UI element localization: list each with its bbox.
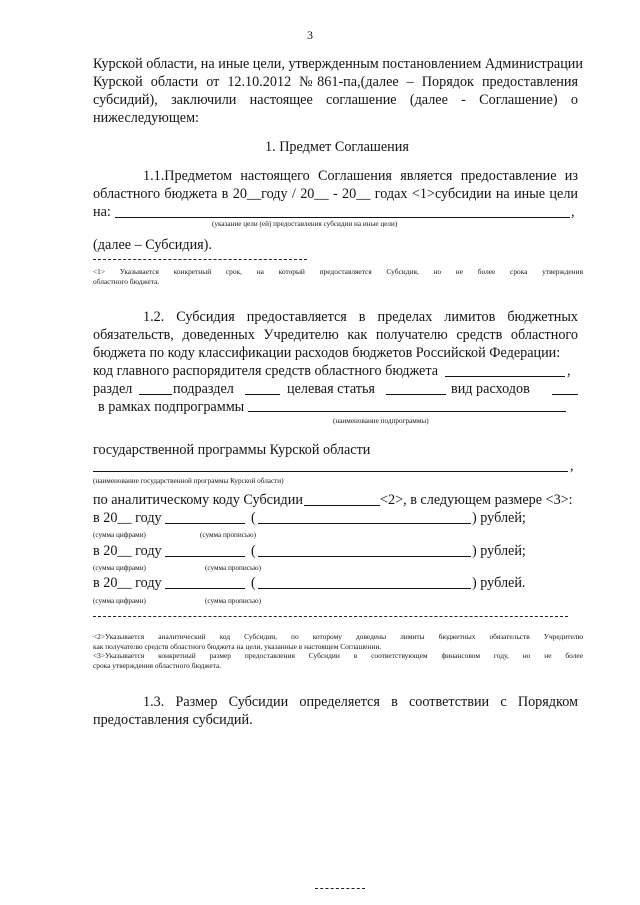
p11-line-2: областного бюджета в 20__году / 20__ - 20__ годах <1>субсидии на иные цели (93, 186, 578, 202)
intro-line-4: нижеследующем: (93, 110, 199, 126)
vid-blank[interactable] (552, 394, 578, 395)
amount-row-2-words-blank[interactable] (258, 556, 471, 557)
podprog-blank[interactable] (248, 411, 566, 412)
analytic-prefix: по аналитическому коду Субсидии (93, 492, 303, 508)
amount-row-1-num-blank[interactable] (165, 523, 245, 524)
p13-line-1: 1.3. Размер Субсидии определяется в соответствии с Порядком (143, 694, 578, 710)
ramki-label: в рамках подпрограммы (98, 399, 245, 415)
intro-line-3: субсидий), заключили настоящее соглашение (далее - Соглашение) о (93, 92, 578, 108)
footnote-1-line-2: областного бюджета. (93, 276, 160, 286)
amount-row-3-cap-words: (сумма прописью) (205, 597, 261, 605)
amount-row-2-cap-words: (сумма прописью) (205, 564, 261, 572)
analytic-blank[interactable] (304, 505, 380, 506)
footnote-3-line-1: <3>Указывается конкретный размер предоставления Субсидии в соответствующем финансовом году, но не более (93, 651, 583, 660)
amount-row-1-words-blank[interactable] (258, 523, 471, 524)
amount-row-3-year: в 20__ году (93, 575, 162, 591)
footnote-1 (93, 267, 583, 286)
code-blank[interactable] (445, 376, 565, 377)
gosprog-caption: (наименование государственной программы Курской области) (93, 477, 284, 485)
footnote-2-line-2: как получателю средств областного бюджета на цели, указанные в настоящем Соглашении. (93, 641, 382, 651)
footnote-separator-2 (93, 616, 568, 617)
scan-edge-mark (315, 888, 365, 889)
code-label: код главного распорядителя средств областного бюджета (93, 363, 439, 379)
celevaya-blank[interactable] (386, 394, 446, 395)
p11-line-1: 1.1.Предметом настоящего Соглашения является предоставление из (143, 168, 578, 184)
gosprog-label: государственной программы Курской области (93, 442, 371, 458)
gosprog-blank[interactable] (93, 471, 568, 472)
p12-line-1: 1.2. Субсидия предоставляется в пределах лимитов бюджетных (143, 309, 578, 325)
amount-row-3-words-blank[interactable] (258, 588, 471, 589)
podrazdel-label: подраздел (173, 381, 234, 397)
celevaya-label: целевая статья (287, 381, 375, 397)
p11-comma: , (571, 204, 575, 220)
section-title: 1. Предмет Соглашения (265, 139, 409, 155)
p11-na-label: на: (93, 204, 111, 220)
podrazdel-blank[interactable] (245, 394, 280, 395)
amount-row-3-suffix: ) рублей. (472, 575, 526, 591)
footnote-1-line-1: <1> Указывается конкретный срок, на который предоставляется Субсидия, но не более срока утверждения (93, 267, 583, 276)
amount-row-3-paren: ( (251, 575, 256, 591)
amount-row-3-num-blank[interactable] (165, 588, 245, 589)
analytic-suffix: <2>, в следующем размере <3>: (380, 492, 573, 508)
footnotes-2-3 (93, 632, 583, 670)
p13-line-2: предоставления субсидий. (93, 712, 253, 728)
amount-row-2-year: в 20__ году (93, 543, 162, 559)
amount-row-2-suffix: ) рублей; (472, 543, 526, 559)
footnote-separator-1 (93, 259, 307, 260)
intro-line-2: Курской области от 12.10.2012 №861-па,(далее – Порядок предоставления (93, 74, 578, 90)
page-number: 3 (307, 28, 313, 42)
amount-row-2-cap-num: (сумма цифрами) (93, 564, 146, 572)
amount-row-1-suffix: ) рублей; (472, 510, 526, 526)
podprog-caption: (наименование подпрограммы) (333, 417, 429, 425)
p12-line-2: обязательств, доведенных Учредителю как получателю средств областного (93, 327, 578, 343)
intro-line-1: Курской области, на иные цели, утвержденным постановлением Администрации (93, 56, 583, 72)
amount-row-1-cap-num: (сумма цифрами) (93, 531, 146, 539)
amount-row-1-year: в 20__ году (93, 510, 162, 526)
amount-row-1-cap-words: (сумма прописью) (200, 531, 256, 539)
dalee-subsidy: (далее – Субсидия). (93, 237, 212, 253)
amount-row-3-cap-num: (сумма цифрами) (93, 597, 146, 605)
footnote-2-line-1: <2>Указывается аналитический код Субсидии, по которому доведены лимиты бюджетных обязательств Учредителю (93, 632, 583, 641)
vid-label: вид расходов (451, 381, 530, 397)
razdel-blank[interactable] (139, 394, 172, 395)
amount-row-2-paren: ( (251, 543, 256, 559)
p12-line-3: бюджета по коду классификации расходов бюджетов Российской Федерации: (93, 345, 561, 361)
code-comma: , (567, 363, 571, 379)
footnote-3-line-2: срока утверждения областного бюджета. (93, 660, 222, 670)
purpose-caption: (указание цели (ей) предоставления субсидии на иные цели) (212, 220, 398, 228)
amount-row-1-paren: ( (251, 510, 256, 526)
purpose-blank-line[interactable] (115, 217, 570, 218)
gosprog-comma: , (570, 458, 574, 474)
razdel-label: раздел (93, 381, 133, 397)
amount-row-2-num-blank[interactable] (165, 556, 245, 557)
